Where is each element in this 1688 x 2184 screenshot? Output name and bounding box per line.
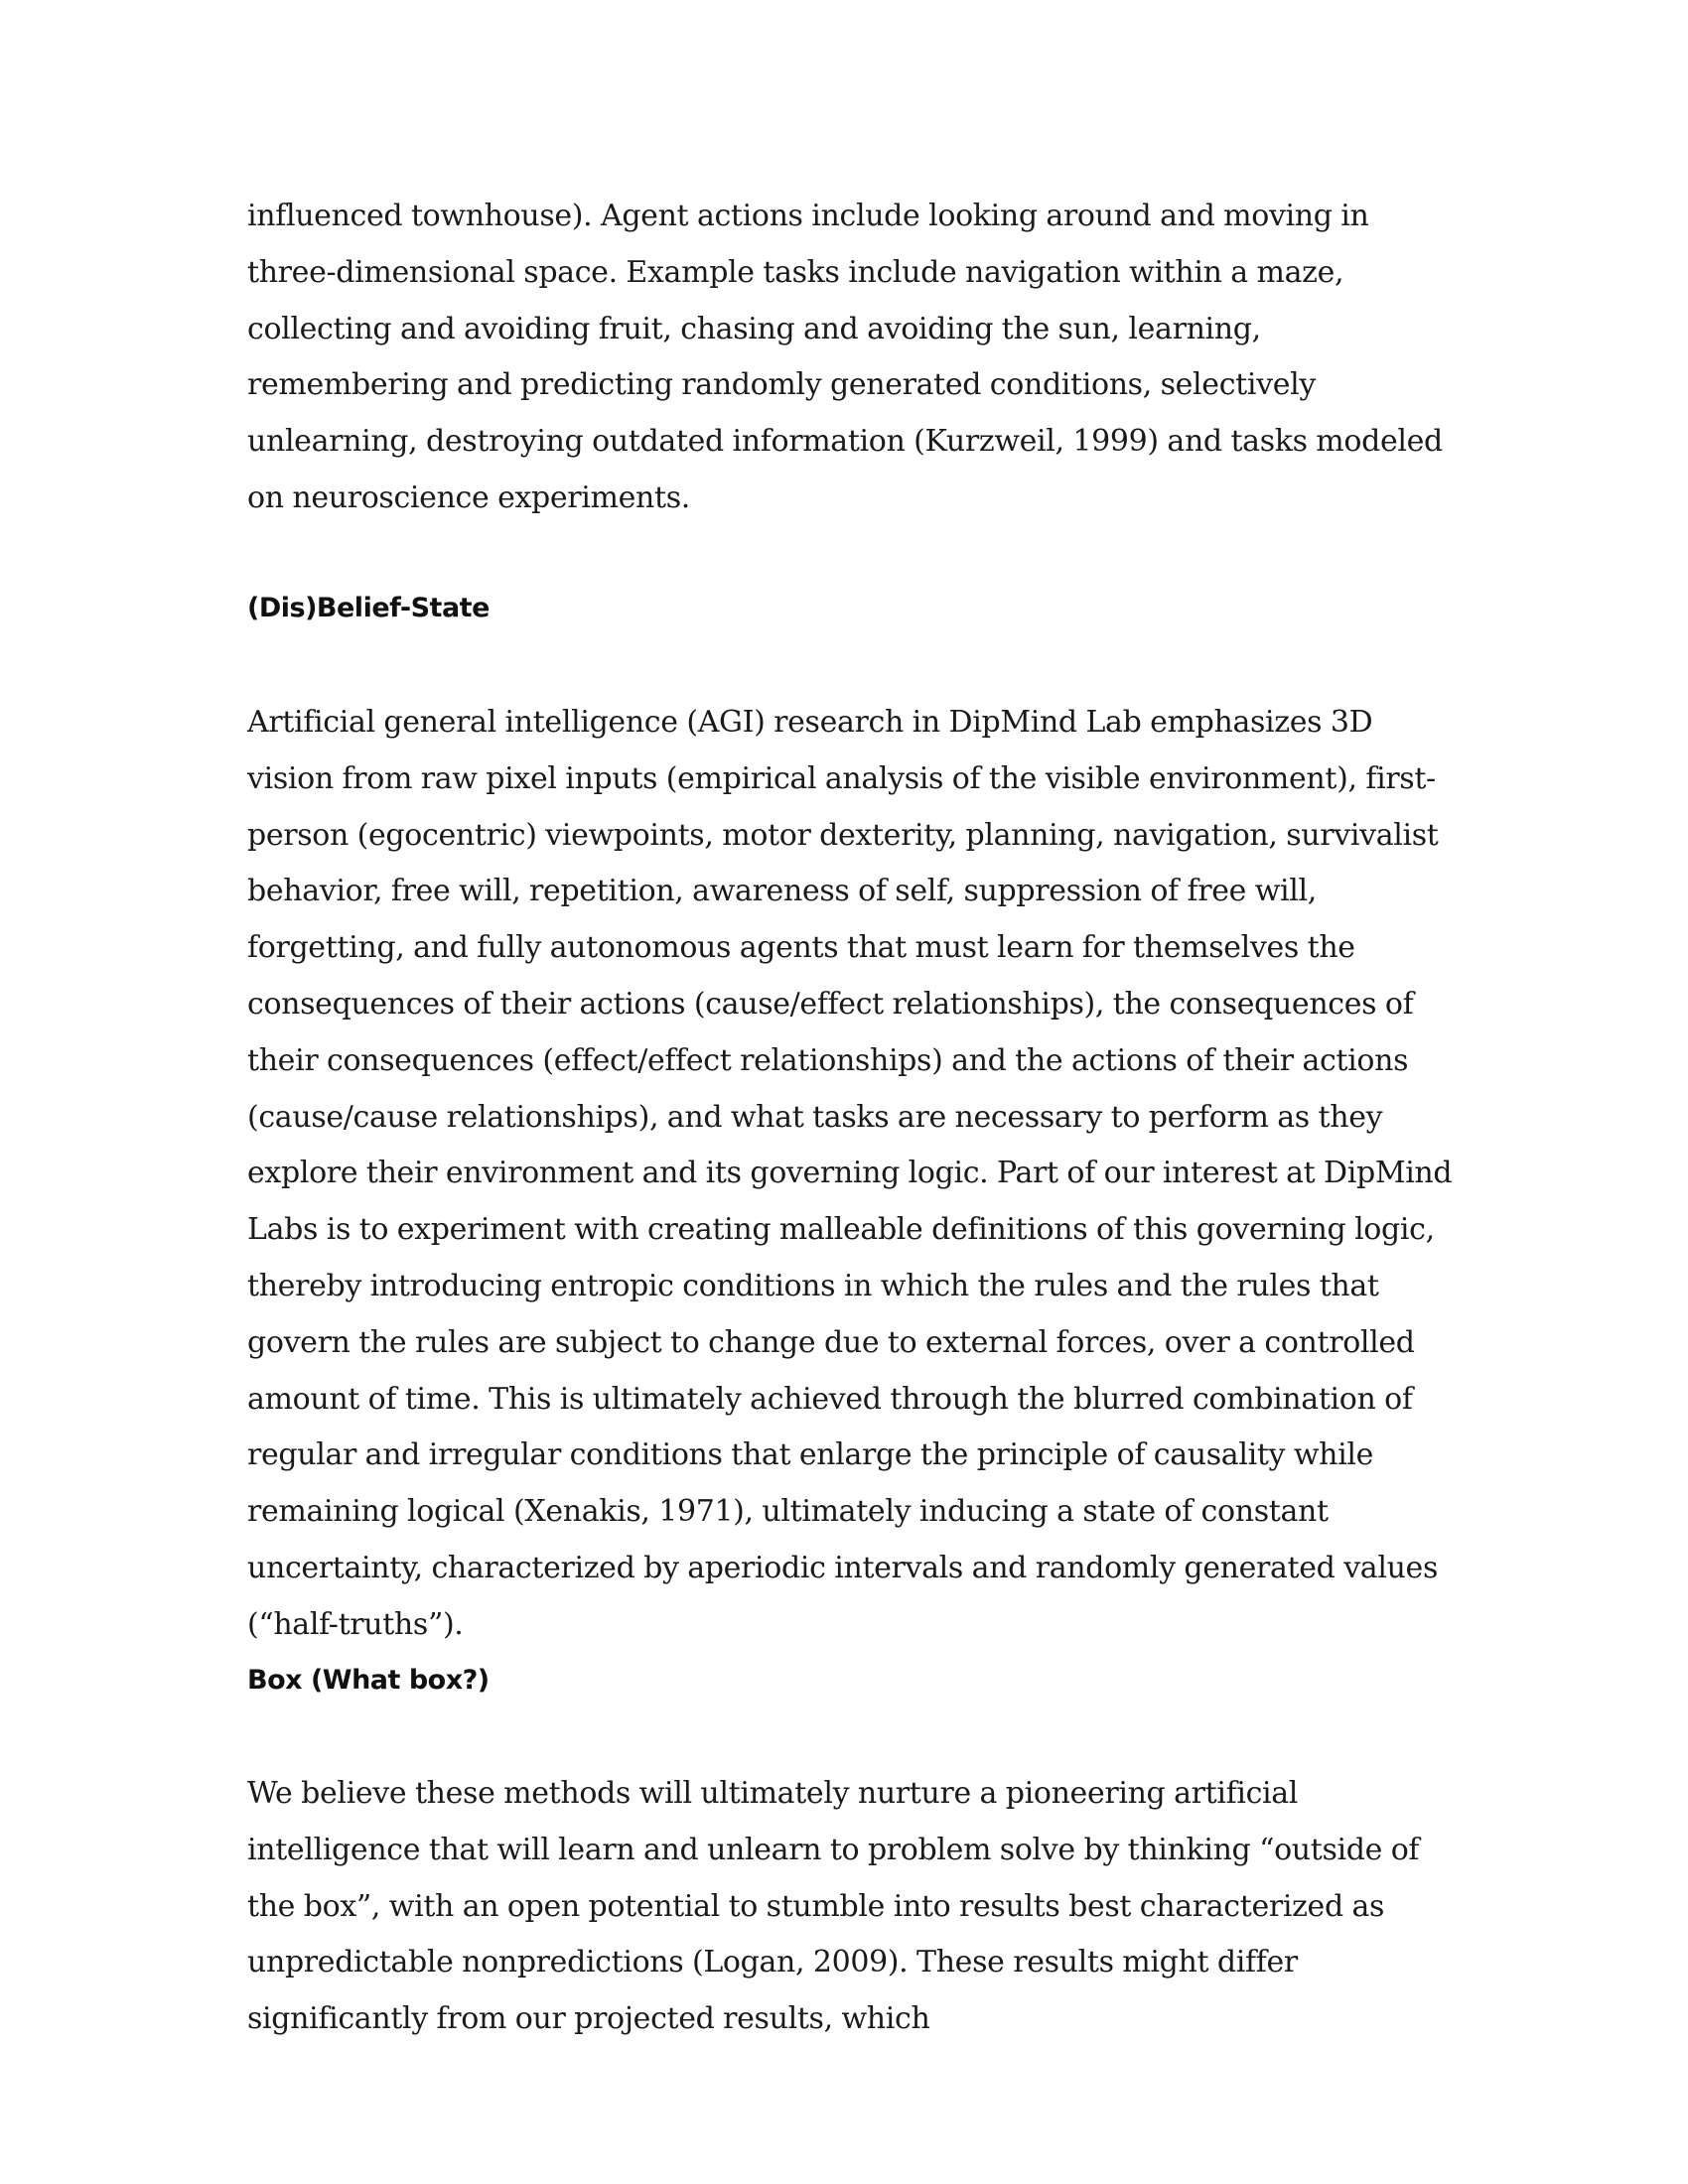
section-heading-disbelief-state: (Dis)Belief-State bbox=[247, 593, 490, 623]
section-heading-box: Box (What box?) bbox=[247, 1665, 490, 1696]
body-paragraph: influenced townhouse). Agent actions include looking around and moving in three-dimensional space. Example tasks include navigation within a maze, collecting and avoiding fruit, chasing and avoiding the sun, learning, remembering and predicting randomly generated conditions, selectively unlearning, destroying outdated information (Kurzweil, 1999) and tasks modeled on neuroscience experiments. bbox=[247, 199, 1443, 515]
body-paragraph: Artificial general intelligence (AGI) research in DipMind Lab emphasizes 3D vision from raw pixel inputs (empirical analysis of the visible environment), first-person (egocentric) viewpoints, motor dexterity, planning, navigation, survivalist behavior, free will, repetition, awareness of self, suppression of free will, forgetting, and fully autonomous agents that must learn for themselves the consequences of their actions (cause/effect relationships), the consequences of their consequences (effect/effect relationships) and the actions of their actions (cause/cause relationships), and what tasks are necessary to perform as they explore their environment and its governing logic. Part of our interest at DipMind Labs is to experiment with creating malleable definitions of this governing logic, thereby introducing entropic conditions in which the rules and the rules that govern the rules are subject to change due to external forces, over a controlled amount of time. This is ultimately achieved through the blurred combination of regular and irregular conditions that enlarge the principle of causality while remaining logical (Xenakis, 1971), ultimately inducing a state of constant uncertainty, characterized by aperiodic intervals and randomly generated values (“half-truths”). bbox=[247, 705, 1453, 1642]
body-paragraph: We believe these methods will ultimately nurture a pioneering artificial intelligence that will learn and unlearn to problem solve by thinking “outside of the box”, with an open potential to stumble into results best characterized as unpredictable nonpredictions (Logan, 2009). These results might differ significantly from our projected results, which bbox=[247, 1776, 1420, 2037]
